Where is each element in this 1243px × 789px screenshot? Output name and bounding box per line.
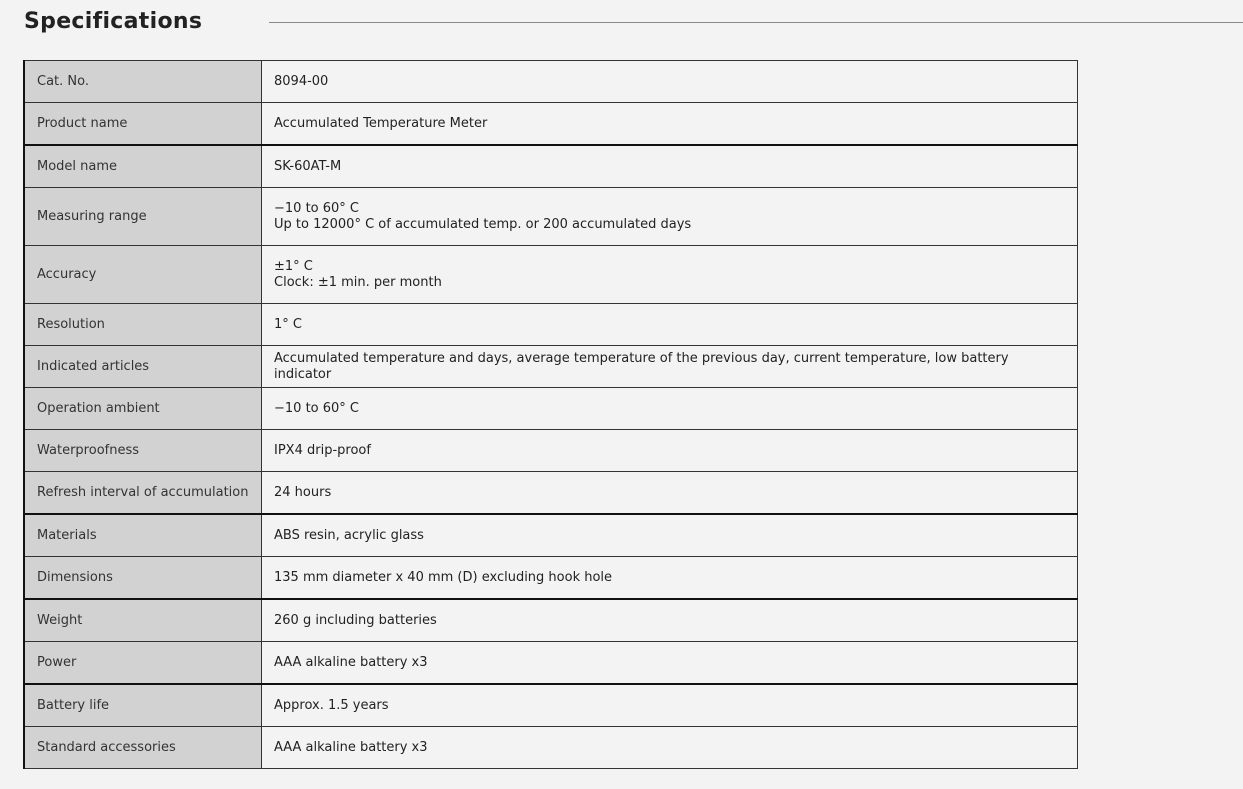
table-row [24, 346, 1078, 388]
spec-label: Product name [24, 103, 262, 146]
spec-value: ±1° C Clock: ±1 min. per month [262, 246, 1078, 304]
table-row [24, 430, 1078, 472]
spec-value: AAA alkaline battery x3 [262, 727, 1078, 769]
table-row [24, 388, 1078, 430]
spec-value: 135 mm diameter x 40 mm (D) excluding hook hole [262, 557, 1078, 600]
table-row [24, 246, 1078, 304]
table-row [24, 557, 1078, 600]
title-divider [269, 22, 1243, 23]
spec-value: 24 hours [262, 472, 1078, 515]
spec-label: Standard accessories [24, 727, 262, 769]
spec-label: Weight [24, 599, 262, 642]
spec-label: Operation ambient [24, 388, 262, 430]
spec-label: Dimensions [24, 557, 262, 600]
spec-value: IPX4 drip-proof [262, 430, 1078, 472]
spec-label: Battery life [24, 684, 262, 727]
page-title: Specifications [24, 9, 203, 34]
spec-label: Indicated articles [24, 346, 262, 388]
spec-label: Power [24, 642, 262, 685]
table-row [24, 103, 1078, 146]
table-row [24, 188, 1078, 246]
table-row [24, 642, 1078, 685]
spec-value: −10 to 60° C [262, 388, 1078, 430]
spec-label: Resolution [24, 304, 262, 346]
section-heading [24, 8, 1243, 38]
table-row [24, 304, 1078, 346]
table-row [24, 472, 1078, 515]
table-row [24, 599, 1078, 642]
spec-label: Refresh interval of accumulation [24, 472, 262, 515]
spec-label: Cat. No. [24, 61, 262, 103]
table-row [24, 61, 1078, 103]
spec-value: 8094-00 [262, 61, 1078, 103]
table-row [24, 727, 1078, 769]
spec-label: Waterproofness [24, 430, 262, 472]
spec-value: AAA alkaline battery x3 [262, 642, 1078, 685]
specifications-table [23, 60, 1078, 769]
spec-label: Model name [24, 145, 262, 188]
spec-value: SK-60AT-M [262, 145, 1078, 188]
table-row [24, 684, 1078, 727]
spec-value: ABS resin, acrylic glass [262, 514, 1078, 557]
spec-value: 1° C [262, 304, 1078, 346]
spec-value: 260 g including batteries [262, 599, 1078, 642]
table-row [24, 145, 1078, 188]
spec-value: Approx. 1.5 years [262, 684, 1078, 727]
spec-label: Measuring range [24, 188, 262, 246]
spec-value: −10 to 60° C Up to 12000° C of accumulated temp. or 200 accumulated days [262, 188, 1078, 246]
spec-value: Accumulated temperature and days, average temperature of the previous day, current temperature, low battery indicator [262, 346, 1078, 388]
spec-value: Accumulated Temperature Meter [262, 103, 1078, 146]
table-row [24, 514, 1078, 557]
spec-label: Materials [24, 514, 262, 557]
spec-label: Accuracy [24, 246, 262, 304]
